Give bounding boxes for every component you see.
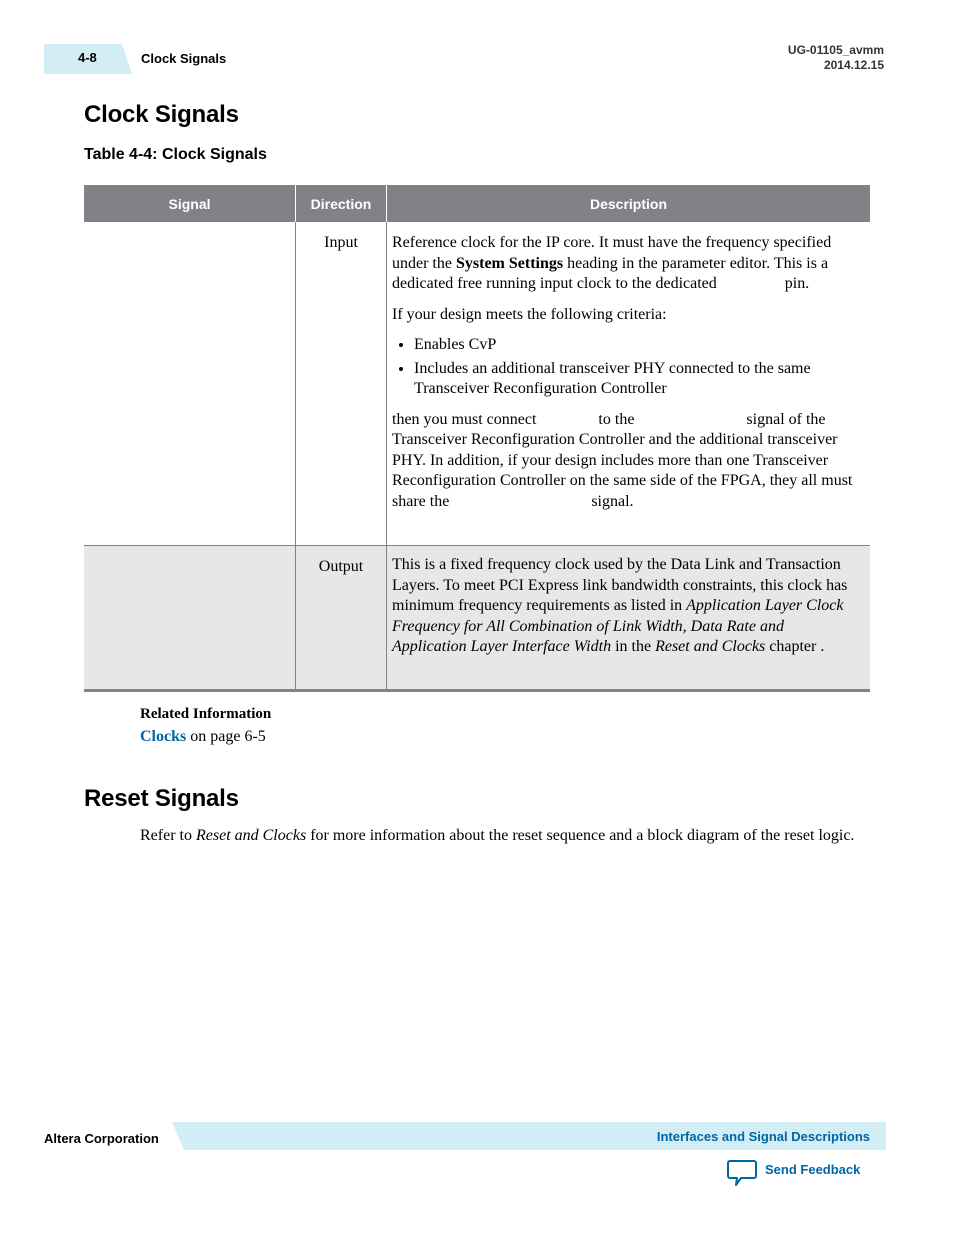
- doc-id-block: [788, 43, 884, 73]
- related-information-label: Related Information: [140, 706, 272, 722]
- doc-date: 2014.12.15: [823, 58, 884, 72]
- clock-signals-heading: Clock Signals: [84, 101, 239, 128]
- text-run: in the: [611, 638, 656, 655]
- speech-bubble-icon[interactable]: [727, 1159, 757, 1187]
- description-paragraph: [392, 233, 856, 295]
- text-run: Reference clock for the IP core. It must have the frequency specified under the: [392, 234, 832, 272]
- signal-cell: [84, 546, 295, 689]
- text-run: signal of the Transceiver Reconfiguration Controller and the additional transceiver PHY. In addition, if your design includes more than one Transceiver Reconfiguration Controller on the same side of the FPGA, they all must share the: [392, 410, 853, 510]
- header-section-title: Clock Signals: [141, 51, 227, 66]
- send-feedback-link[interactable]: Send Feedback: [765, 1162, 861, 1177]
- table-row: [84, 545, 870, 692]
- page-number: 4-8: [78, 50, 97, 65]
- column-header-description: Description: [386, 185, 870, 222]
- description-paragraph: [392, 555, 856, 658]
- reset-signals-heading: Reset Signals: [84, 785, 239, 812]
- text-run: heading in the parameter editor. This is a dedicated free running input clock to the dedicated: [392, 254, 829, 292]
- table-row: [84, 222, 870, 545]
- clock-signals-table: [84, 185, 870, 692]
- italic-reference: Reset and Clocks: [195, 827, 307, 844]
- list-item: • Includes an additional transceiver PHY connected to the same Transceiver Reconfiguration Controller: [414, 359, 856, 400]
- text-run: signal.: [587, 492, 634, 510]
- signal-cell: [84, 222, 295, 545]
- related-page-ref: on page 6-5: [186, 728, 266, 745]
- text-run: pin.: [780, 275, 810, 292]
- text-run: then you must connect: [392, 410, 541, 428]
- clocks-link[interactable]: Clocks: [140, 728, 187, 745]
- text-run: chapter .: [765, 638, 825, 655]
- text-run: for more information about the reset sequence and a block diagram of the reset logic.: [306, 827, 855, 844]
- italic-reference: Reset and Clocks: [655, 638, 766, 655]
- description-cell: [386, 546, 870, 689]
- footer-chapter-link[interactable]: Interfaces and Signal Descriptions: [656, 1129, 870, 1144]
- italic-reference: Application Layer Clock Frequency for All Combination of Link Width, Data Rate and Application Layer Interface Width: [392, 597, 844, 655]
- table-caption: Table 4-4: Clock Signals: [84, 146, 267, 163]
- column-header-direction: Direction: [295, 185, 386, 222]
- list-item: • Enables CvP: [414, 335, 856, 356]
- criteria-list: [392, 335, 856, 400]
- related-information-line: [140, 728, 266, 746]
- direction-cell: Input: [295, 222, 386, 545]
- bold-term: System Settings: [455, 254, 564, 272]
- reset-paragraph: [140, 826, 870, 847]
- doc-id: UG-01105_avmm: [787, 43, 884, 57]
- description-paragraph: If your design meets the following criteria:: [392, 305, 667, 323]
- company-name: Altera Corporation: [44, 1131, 159, 1146]
- table-header-row: [84, 185, 870, 222]
- text-run: Refer to: [140, 827, 196, 844]
- description-cell: [386, 222, 870, 545]
- description-paragraph: [392, 410, 856, 513]
- text-run: This is a fixed frequency clock used by the Data Link and Transaction Layers. To meet PCI Express link bandwidth constraints, this clock has minimum frequency requirements as listed in: [392, 556, 848, 614]
- text-run: to the: [594, 410, 639, 428]
- column-header-signal: Signal: [168, 195, 211, 212]
- direction-cell: Output: [295, 546, 386, 689]
